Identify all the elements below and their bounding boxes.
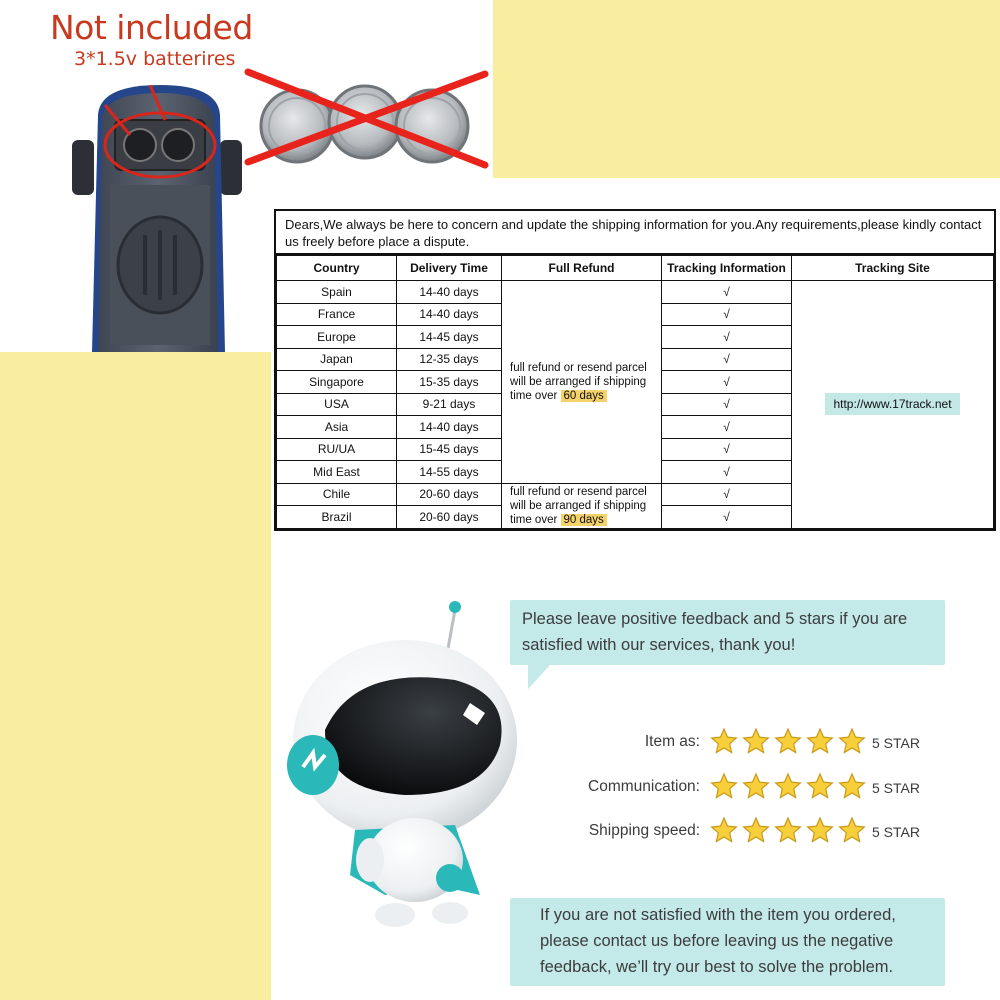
star-icon [776,818,801,842]
star-icon [712,774,737,798]
dissatisfaction-message-text: If you are not satisfied with the item you ordered, please contact us before leaving us the negative feedback, we’ll try our best to solve the problem. [540,906,896,976]
table-row [277,281,994,304]
not-included-headline: Not included [50,8,253,47]
rating-value: 5 STAR [872,824,920,840]
rating-item-as [644,727,998,757]
star-icon [776,774,801,798]
star-icon [840,818,865,842]
delivery-time-cell: 14-45 days [397,326,502,349]
star-icon [712,729,737,753]
star-icon [744,818,769,842]
delivery-time-cell: 15-45 days [397,438,502,461]
robot-mascot-image [285,595,525,935]
header-tracking-information: Tracking Information [662,256,792,281]
tracking-check-cell: √ [662,506,792,529]
tracking-site-cell [792,281,994,529]
rating-label: Communication: [588,778,700,795]
toy-car-underside-image [70,85,245,352]
refund-days-highlight: 60 days [561,390,607,402]
tracking-site-link[interactable]: http://www.17track.net [825,393,959,415]
refund-text: full refund or resend parcel will be arranged if shipping time over [510,361,647,402]
star-icon [840,774,865,798]
tracking-check-cell: √ [662,393,792,416]
tracking-check-cell: √ [662,416,792,439]
tracking-check-cell: √ [662,326,792,349]
tracking-check-cell: √ [662,303,792,326]
delivery-time-cell: 15-35 days [397,371,502,394]
shipping-notice: Dears,We always be here to concern and update the shipping information for you.Any requirements,please kindly contact us freely before place a dispute. [276,211,994,255]
rating-communication [588,772,998,802]
star-icon [744,729,769,753]
delivery-time-cell: 14-40 days [397,416,502,439]
star-icon [744,774,769,798]
rating-value: 5 STAR [872,780,920,796]
star-icon [840,729,865,753]
country-cell: Brazil [277,506,397,529]
country-cell: Asia [277,416,397,439]
country-cell: Mid East [277,461,397,484]
five-star-icon-row [708,816,868,846]
country-cell: Japan [277,348,397,371]
rating-shipping-speed [588,816,998,846]
header-full-refund: Full Refund [502,256,662,281]
table-header-row [277,256,994,281]
country-cell: Europe [277,326,397,349]
five-star-icon-row [708,727,868,757]
header-delivery-time: Delivery Time [397,256,502,281]
header-country: Country [277,256,397,281]
country-cell: Singapore [277,371,397,394]
delivery-time-cell: 14-55 days [397,461,502,484]
button-cells-crossed-out-image [240,60,490,180]
star-icon [808,818,833,842]
star-icon [776,729,801,753]
tracking-check-cell: √ [662,348,792,371]
delivery-time-cell: 14-40 days [397,281,502,304]
country-cell: Spain [277,281,397,304]
refund-cell [502,281,662,484]
rating-label: Shipping speed: [588,822,700,839]
refund-text: full refund or resend parcel will be arranged if shipping time over [510,485,647,526]
refund-days-highlight: 90 days [561,514,607,526]
tracking-check-cell: √ [662,461,792,484]
five-star-icon-row [708,772,868,802]
feedback-request-bubble [510,600,945,665]
battery-note: 3*1.5v batterires [74,48,236,70]
star-icon [808,729,833,753]
bubble-tail [528,665,550,689]
rating-value: 5 STAR [872,735,920,751]
delivery-time-cell: 20-60 days [397,506,502,529]
tracking-check-cell: √ [662,438,792,461]
header-tracking-site: Tracking Site [792,256,994,281]
rating-label: Item as: [644,733,700,750]
star-icon [808,774,833,798]
country-cell: France [277,303,397,326]
shipping-table-box [274,209,996,531]
tracking-check-cell: √ [662,483,792,506]
feedback-request-text: Please leave positive feedback and 5 stars if you are satisfied with our services, thank you! [522,610,908,654]
star-icon [712,818,737,842]
country-cell: Chile [277,483,397,506]
country-cell: RU/UA [277,438,397,461]
delivery-time-cell: 12-35 days [397,348,502,371]
delivery-time-cell: 20-60 days [397,483,502,506]
dissatisfaction-message-box [510,898,945,986]
shipping-table [276,255,994,529]
refund-cell [502,483,662,528]
delivery-time-cell: 9-21 days [397,393,502,416]
tracking-check-cell: √ [662,281,792,304]
tracking-check-cell: √ [662,371,792,394]
country-cell: USA [277,393,397,416]
delivery-time-cell: 14-40 days [397,303,502,326]
